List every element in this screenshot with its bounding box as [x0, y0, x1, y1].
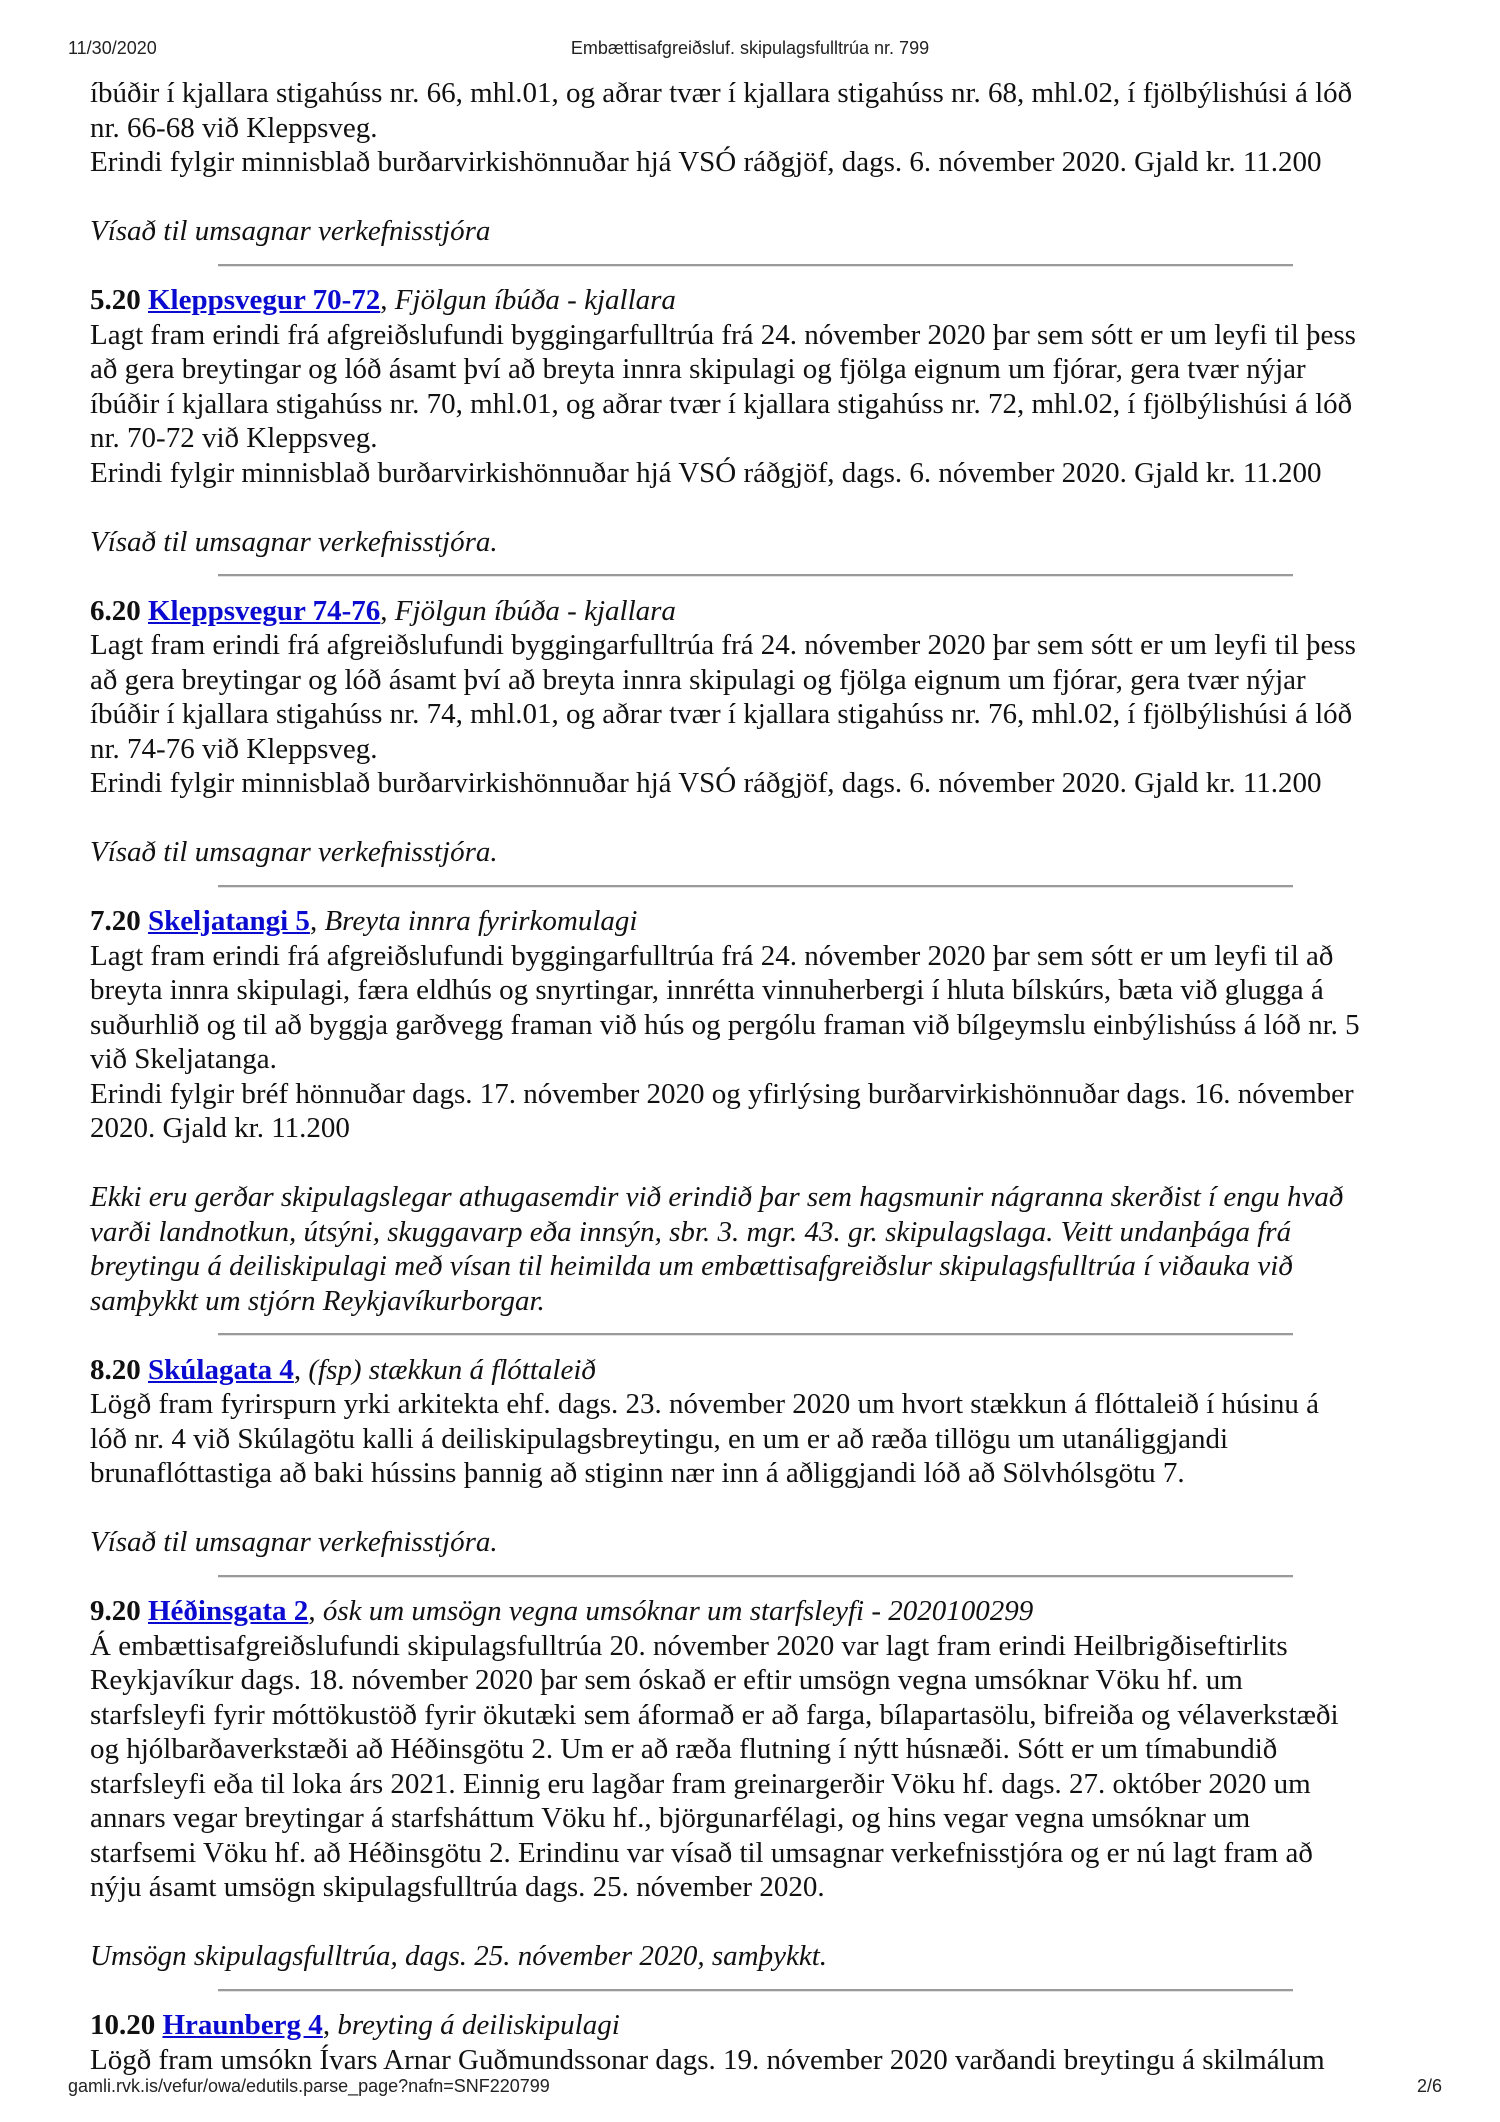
- item-address-link[interactable]: Kleppsvegur 74-76: [148, 594, 381, 627]
- item-heading: 9.20 Héðinsgata 2, ósk um umsögn vegna umsóknar um starfsleyfi - 2020100299: [90, 1595, 1034, 1627]
- divider: [90, 1974, 1490, 2009]
- item-heading: 10.20 Hraunberg 4, breyting á deiliskipulagi: [90, 2009, 620, 2041]
- item-address-link[interactable]: Skúlagata 4: [148, 1353, 294, 1386]
- agenda-item: [90, 283, 1490, 559]
- body-line: Erindi fylgir minnisblað burðarvirkishönnuðar hjá VSÓ ráðgjöf, dags. 6. nóvember 2020. Gjald kr. 11.200: [90, 456, 1322, 489]
- decision-line: breytingu á deiliskipulagi með vísan til heimilda um embættisafgreiðslur skipulagsfulltrúa í viðauka við: [90, 1250, 1293, 1282]
- decision-line: Vísað til umsagnar verkefnisstjóra.: [90, 836, 498, 868]
- decision-line: Umsögn skipulagsfulltrúa, dags. 25. nóvember 2020, samþykkt.: [90, 1940, 828, 1972]
- body-line: Erindi fylgir minnisblað burðarvirkishönnuðar hjá VSÓ ráðgjöf, dags. 6. nóvember 2020. Gjald kr. 11.200: [90, 767, 1322, 799]
- body-line: Lagt fram erindi frá afgreiðslufundi byggingarfulltrúa frá 24. nóvember 2020 þar sem sótt er um leyfi til þess: [90, 629, 1356, 661]
- agenda-item: [90, 904, 1490, 1318]
- body-line: nr. 66-68 við Kleppsveg.: [90, 111, 378, 144]
- agenda-item: [90, 594, 1490, 870]
- spacer: [90, 180, 1490, 215]
- body-line: og hjólbarðaverkstæði að Héðinsgötu 2. Um er að ræða flutning í nýtt húsnæði. Sótt er um tímabundið: [90, 1733, 1278, 1765]
- item-number: 8.20: [90, 1353, 141, 1386]
- item-title: Fjölgun íbúða - kjallara: [394, 284, 676, 316]
- item-title: ósk um umsögn vegna umsóknar um starfsleyfi - 2020100299: [322, 1595, 1034, 1627]
- body-line: að gera breytingar og lóð ásamt því að breyta innra skipulagi og fjölga eignum um fjórar, gera tvær nýjar: [90, 353, 1306, 385]
- item-address-link[interactable]: Héðinsgata 2: [148, 1595, 309, 1627]
- divider: [90, 249, 1490, 284]
- print-title: Embættisafgreiðsluf. skipulagsfulltrúa nr. 799: [570, 38, 930, 58]
- document-content: [90, 76, 1490, 2077]
- divider-line: [218, 264, 1293, 267]
- divider: [90, 1560, 1490, 1595]
- body-line: við Skeljatanga.: [90, 1043, 277, 1075]
- body-line: 2020. Gjald kr. 11.200: [90, 1112, 350, 1144]
- body-line: lóð nr. 4 við Skúlagötu kalli á deiliskipulagsbreytingu, en um er að ræða tillögu um utanáliggjandi: [90, 1422, 1229, 1455]
- item-heading: 5.20 Kleppsvegur 70-72, Fjölgun íbúða - kjallara: [90, 284, 676, 316]
- item-heading: 8.20 Skúlagata 4, (fsp) stækkun á flóttaleið: [90, 1353, 596, 1386]
- divider: [90, 1318, 1490, 1353]
- body-line: íbúðir í kjallara stigahúss nr. 74, mhl.01, og aðrar tvær í kjallara stigahúss nr. 76, mhl.02, í fjölbýlishúsi á lóð: [90, 698, 1353, 730]
- item-title: Breyta innra fyrirkomulagi: [324, 905, 638, 937]
- spacer: [90, 490, 1490, 525]
- agenda-item: [90, 2008, 1490, 2077]
- agenda-item: [90, 1353, 1490, 1560]
- decision-line: Ekki eru gerðar skipulagslegar athugasemdir við erindið þar sem hagsmunir nágranna skerðist í engu hvað: [90, 1181, 1344, 1213]
- body-line: Lögð fram fyrirspurn yrki arkitekta ehf. dags. 23. nóvember 2020 um hvort stækkun á flóttaleið í húsinu á: [90, 1388, 1320, 1420]
- body-line: suðurhlið og til að byggja garðvegg framan við hús og pergólu framan við bílgeymslu einbýlishúss á lóð nr. 5: [90, 1008, 1360, 1041]
- print-date: 11/30/2020: [68, 38, 157, 58]
- continued-item: [90, 76, 1490, 249]
- body-line: nr. 74-76 við Kleppsveg.: [90, 732, 378, 765]
- divider-line: [218, 1989, 1293, 1992]
- decision-line: varði landnotkun, útsýni, skuggavarp eða innsýn, sbr. 3. mgr. 43. gr. skipulagslaga. Veitt undanþága frá: [90, 1215, 1292, 1248]
- item-number: 7.20: [90, 905, 141, 937]
- divider-line: [218, 574, 1293, 577]
- divider-line: [218, 885, 1293, 888]
- item-title: (fsp) stækkun á flóttaleið: [308, 1353, 596, 1386]
- body-line: íbúðir í kjallara stigahúss nr. 70, mhl.01, og aðrar tvær í kjallara stigahúss nr. 72, mhl.02, í fjölbýlishúsi á lóð: [90, 387, 1353, 420]
- body-line: breyta innra skipulagi, færa eldhús og snyrtingar, innrétta vinnuherbergi í hluta bílskúrs, bæta við glugga á: [90, 974, 1324, 1006]
- body-line: nýju ásamt umsögn skipulagsfulltrúa dags. 25. nóvember 2020.: [90, 1871, 825, 1903]
- body-line: íbúðir í kjallara stigahúss nr. 66, mhl.01, og aðrar tvær í kjallara stigahúss nr. 68, mhl.02, í fjölbýlishúsi á lóð: [90, 77, 1353, 109]
- divider-line: [218, 1333, 1293, 1336]
- item-heading: 7.20 Skeljatangi 5, Breyta innra fyrirkomulagi: [90, 905, 638, 937]
- item-heading: 6.20 Kleppsvegur 74-76, Fjölgun íbúða - kjallara: [90, 594, 676, 627]
- divider: [90, 559, 1490, 594]
- body-line: Lögð fram umsókn Ívars Arnar Guðmundssonar dags. 19. nóvember 2020 varðandi breytingu á skilmálum: [90, 2043, 1325, 2076]
- decision-line: Vísað til umsagnar verkefnisstjóra.: [90, 525, 498, 558]
- decision-line: Vísað til umsagnar verkefnisstjóra.: [90, 1526, 498, 1558]
- body-line: að gera breytingar og lóð ásamt því að breyta innra skipulagi og fjölga eignum um fjórar, gera tvær nýjar: [90, 663, 1306, 696]
- item-address-link[interactable]: Kleppsvegur 70-72: [148, 284, 381, 316]
- print-url: gamli.rvk.is/vefur/owa/edutils.parse_page?nafn=SNF220799: [68, 2076, 550, 2096]
- body-line: Á embættisafgreiðslufundi skipulagsfulltrúa 20. nóvember 2020 var lagt fram erindi Heilbrigðiseftirlits: [90, 1629, 1288, 1662]
- spacer: [90, 1905, 1490, 1940]
- decision-line: Vísað til umsagnar verkefnisstjóra: [90, 215, 491, 247]
- item-title: breyting á deiliskipulagi: [337, 2009, 620, 2041]
- item-number: 6.20: [90, 594, 141, 627]
- body-line: nr. 70-72 við Kleppsveg.: [90, 422, 378, 454]
- spacer: [90, 1146, 1490, 1181]
- body-line: Lagt fram erindi frá afgreiðslufundi byggingarfulltrúa frá 24. nóvember 2020 þar sem sótt er um leyfi til að: [90, 939, 1334, 972]
- decision-line: samþykkt um stjórn Reykjavíkurborgar.: [90, 1284, 545, 1317]
- body-line: Reykjavíkur dags. 18. nóvember 2020 þar sem óskað er eftir umsögn vegna umsóknar Vöku hf. um: [90, 1664, 1243, 1696]
- body-line: Erindi fylgir minnisblað burðarvirkishönnuðar hjá VSÓ ráðgjöf, dags. 6. nóvember 2020. Gjald kr. 11.200: [90, 146, 1322, 178]
- item-title: Fjölgun íbúða - kjallara: [394, 594, 676, 627]
- body-line: Lagt fram erindi frá afgreiðslufundi byggingarfulltrúa frá 24. nóvember 2020 þar sem sótt er um leyfi til þess: [90, 318, 1356, 351]
- body-line: annars vegar breytingar á starfsháttum Vöku hf., björgunarfélagi, og hins vegar vegna umsóknar um: [90, 1802, 1251, 1834]
- item-number: 5.20: [90, 284, 141, 316]
- spacer: [90, 801, 1490, 836]
- body-line: starfsemi Vöku hf. að Héðinsgötu 2. Erindinu var vísað til umsagnar verkefnisstjóra og er nú lagt fram að: [90, 1836, 1313, 1869]
- item-number: 10.20: [90, 2009, 156, 2041]
- body-line: starfsleyfi fyrir móttökustöð fyrir ökutæki sem áformað er að farga, bílapartasölu, bifreiða og vélaverkstæði: [90, 1698, 1339, 1731]
- item-address-link[interactable]: Hraunberg 4: [162, 2009, 323, 2041]
- item-number: 9.20: [90, 1595, 141, 1627]
- body-line: Erindi fylgir bréf hönnuðar dags. 17. nóvember 2020 og yfirlýsing burðarvirkishönnuðar dags. 16. nóvember: [90, 1077, 1354, 1110]
- body-line: starfsleyfi eða til loka árs 2021. Einnig eru lagðar fram greinargerðir Vöku hf. dags. 27. október 2020 um: [90, 1767, 1311, 1800]
- divider: [90, 870, 1490, 905]
- page-number: 2/6: [1416, 2076, 1442, 2096]
- item-address-link[interactable]: Skeljatangi 5: [148, 905, 310, 937]
- divider-line: [218, 1575, 1293, 1578]
- agenda-item: [90, 1594, 1490, 1974]
- body-line: brunaflóttastiga að baki hússins þannig að stiginn nær inn á aðliggjandi lóð að Sölvhólsgötu 7.: [90, 1457, 1185, 1489]
- spacer: [90, 1491, 1490, 1526]
